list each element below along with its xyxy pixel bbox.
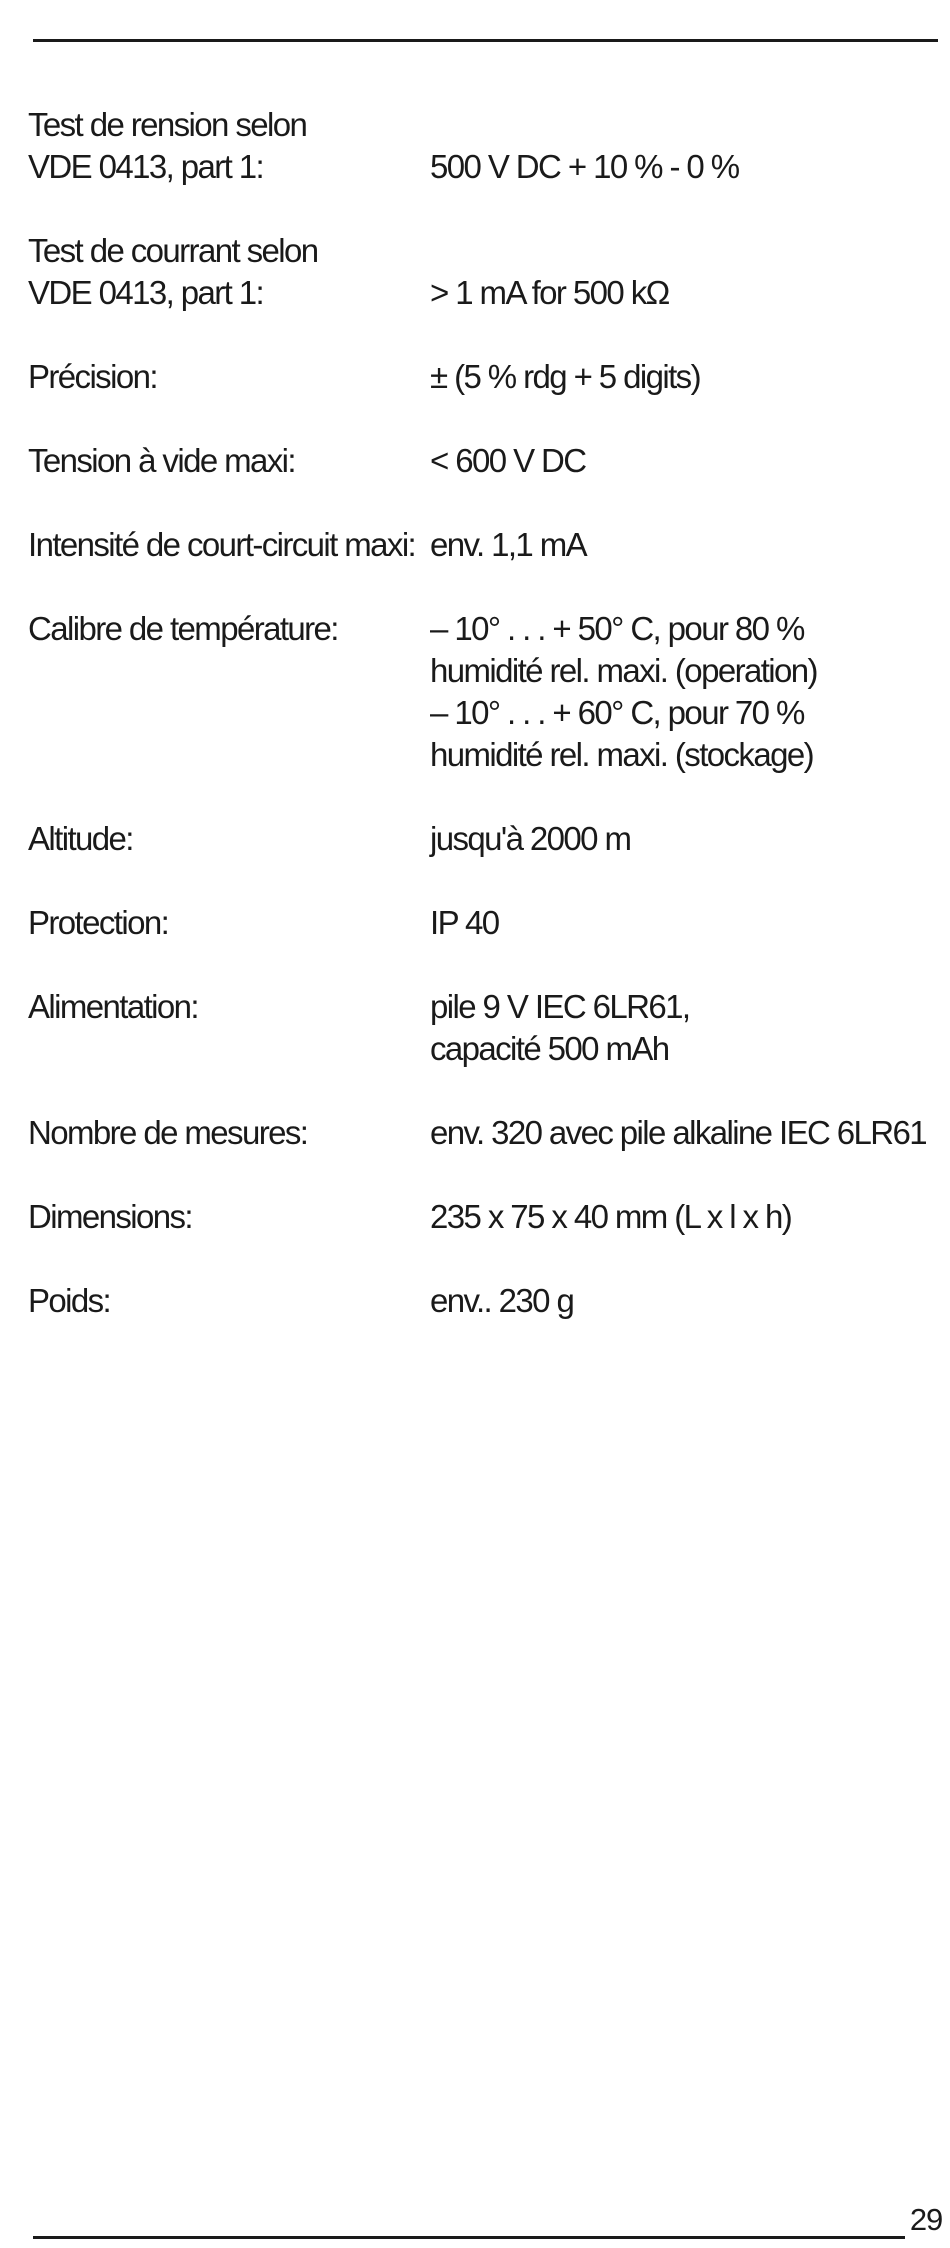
spec-row-short-circuit (28, 524, 938, 566)
spec-label-line: Nombre de mesures: (28, 1114, 308, 1151)
page-number: 29 (909, 2202, 942, 2237)
spec-value-line: ± (5 % rdg + 5 digits) (430, 358, 700, 395)
spec-label (28, 1112, 430, 1154)
spec-row-protection (28, 902, 938, 944)
spec-row-open-voltage (28, 440, 938, 482)
spec-label-line: Test de courrant selon (28, 232, 318, 269)
spec-value (430, 902, 938, 944)
spec-value-line: – 10° . . . + 50° C, pour 80 % (430, 610, 804, 647)
spec-value-line: env. 320 avec pile alkaline IEC 6LR61 (430, 1114, 927, 1151)
spec-value-line: IP 40 (430, 904, 499, 941)
spec-value-line: pile 9 V IEC 6LR61, (430, 988, 690, 1025)
spec-value-line: env. 1,1 mA (430, 526, 587, 563)
spec-row-measurement-count (28, 1112, 938, 1154)
spec-value-line: humidité rel. maxi. (stockage) (430, 736, 813, 773)
spec-row-voltage-test (28, 104, 938, 188)
spec-value-line: 235 x 75 x 40 mm (L x l x h) (430, 1198, 792, 1235)
spec-label-line: Alimentation: (28, 988, 198, 1025)
spec-value-line: – 10° . . . + 60° C, pour 70 % (430, 694, 804, 731)
spec-label (28, 104, 430, 188)
spec-value (430, 440, 938, 482)
spec-row-weight (28, 1280, 938, 1322)
spec-value-line: 500 V DC + 10 % - 0 % (430, 148, 739, 185)
spec-value (430, 146, 938, 188)
spec-value-line: humidité rel. maxi. (operation) (430, 652, 817, 689)
spec-label (28, 818, 430, 860)
spec-row-precision (28, 356, 938, 398)
spec-row-current-test (28, 230, 938, 314)
spec-label (28, 230, 430, 314)
spec-value (430, 1196, 938, 1238)
spec-label (28, 524, 430, 566)
spec-label (28, 1280, 430, 1322)
spec-row-altitude (28, 818, 938, 860)
spec-label (28, 608, 430, 650)
spec-value (430, 272, 938, 314)
spec-value-line: jusqu'à 2000 m (430, 820, 631, 857)
spec-row-temperature (28, 608, 938, 776)
spec-value (430, 818, 938, 860)
spec-label (28, 902, 430, 944)
spec-label-line: Poids: (28, 1282, 111, 1319)
spec-label-line: Dimensions: (28, 1198, 192, 1235)
spec-value-line: > 1 mA for 500 kΩ (430, 274, 669, 311)
spec-label-line: Test de rension selon (28, 106, 307, 143)
spec-value (430, 608, 938, 776)
spec-label-line: Tension à vide maxi: (28, 442, 295, 479)
spec-label-line: Calibre de température: (28, 610, 338, 647)
bottom-divider (33, 2236, 905, 2239)
spec-value-line: env.. 230 g (430, 1282, 574, 1319)
spec-label (28, 1196, 430, 1238)
spec-label-line: Intensité de court-circuit maxi: (28, 526, 416, 563)
spec-value (430, 1112, 938, 1154)
spec-value (430, 1280, 938, 1322)
spec-label (28, 986, 430, 1028)
specifications-list (28, 104, 938, 1364)
spec-label-line: VDE 0413, part 1: (28, 274, 264, 311)
spec-value (430, 524, 938, 566)
spec-label-line: Altitude: (28, 820, 133, 857)
spec-label (28, 356, 430, 398)
spec-value (430, 356, 938, 398)
spec-row-dimensions (28, 1196, 938, 1238)
spec-label-line: Protection: (28, 904, 169, 941)
spec-label-line: VDE 0413, part 1: (28, 148, 264, 185)
spec-value-line: capacité 500 mAh (430, 1030, 669, 1067)
spec-row-power-supply (28, 986, 938, 1070)
spec-value-line: < 600 V DC (430, 442, 586, 479)
spec-value (430, 986, 938, 1070)
spec-label-line: Précision: (28, 358, 157, 395)
top-divider (33, 39, 938, 42)
spec-label (28, 440, 430, 482)
